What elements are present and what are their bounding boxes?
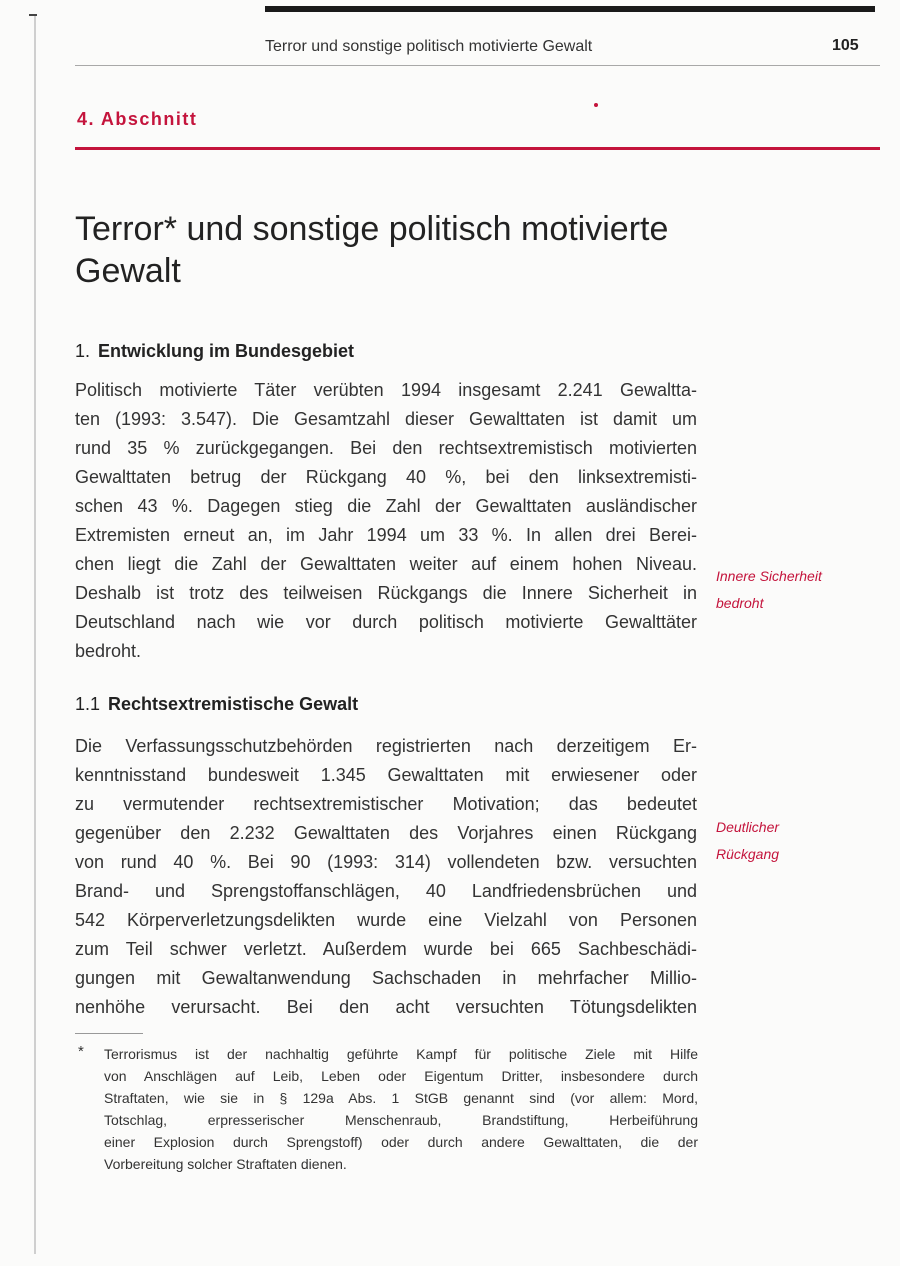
footnote-line: Terrorismus ist der nachhaltig geführte Kampf für politische Ziele mit Hilfe bbox=[104, 1046, 698, 1062]
text-line: bedroht. bbox=[75, 641, 142, 661]
text-line: gungen mit Gewaltanwendung Sachschaden in mehrfacher Millio- bbox=[75, 968, 697, 988]
text-line: Deutschland nach wie vor durch politisch motivierte Gewalttäter bbox=[75, 612, 697, 632]
decorative-dot bbox=[594, 103, 598, 107]
footnote-line: Straftaten, wie sie in § 129a Abs. 1 StGB genannt sind (vor allem: Mord, bbox=[104, 1090, 698, 1106]
text-line: Brand- und Sprengstoffanschlägen, 40 Landfriedensbrüchen und bbox=[75, 881, 697, 901]
footnote-line: einer Explosion durch Sprengstoff) oder durch andere Gewalttaten, die der bbox=[104, 1134, 698, 1150]
page-binding-edge bbox=[34, 14, 36, 1254]
chapter-title: Entwicklung im Bundesgebiet bbox=[98, 341, 355, 361]
text-line: kenntnisstand bundesweit 1.345 Gewalttaten mit erwiesener oder bbox=[75, 765, 697, 785]
text-line: zu vermutender rechtsextremistischer Motivation; das bedeutet bbox=[75, 794, 697, 814]
footnote-line: von Anschlägen auf Leib, Leben oder Eigentum Dritter, insbesondere durch bbox=[104, 1068, 698, 1084]
chapter-number: 1. bbox=[75, 341, 91, 361]
title-line: Gewalt bbox=[75, 252, 181, 290]
section-label: 4. Abschnitt bbox=[77, 109, 198, 129]
subchapter-number: 1.1 bbox=[75, 694, 101, 714]
chapter-paragraph bbox=[75, 376, 697, 666]
text-line: Die Verfassungsschutzbehörden registrierten nach derzeitigem Er- bbox=[75, 736, 697, 756]
text-line: gegenüber den 2.232 Gewalttaten des Vorjahres einen Rückgang bbox=[75, 823, 697, 843]
text-line: von rund 40 %. Bei 90 (1993: 314) vollendeten bzw. versuchten bbox=[75, 852, 697, 872]
running-header-title: Terror und sonstige politisch motivierte Gewalt bbox=[265, 38, 593, 55]
margin-note-line: Innere Sicherheit bbox=[716, 568, 822, 584]
margin-note bbox=[716, 814, 779, 868]
corner-tick bbox=[29, 14, 37, 16]
text-line: Politisch motivierte Täter verübten 1994 insgesamt 2.241 Gewaltta- bbox=[75, 380, 697, 400]
text-line: zum Teil schwer verletzt. Außerdem wurde bei 665 Sachbeschädi- bbox=[75, 939, 697, 959]
footnote-body bbox=[104, 1043, 698, 1175]
footnote-marker: * bbox=[78, 1043, 84, 1060]
text-line: Extremisten erneut an, im Jahr 1994 um 33 %. In allen drei Berei- bbox=[75, 525, 697, 545]
text-line: chen liegt die Zahl der Gewalttaten weiter auf einem hohen Niveau. bbox=[75, 554, 697, 574]
subchapter-title: Rechtsextremistische Gewalt bbox=[108, 694, 359, 714]
text-line: rund 35 % zurückgegangen. Bei den rechtsextremistisch motivierten bbox=[75, 438, 697, 458]
margin-note bbox=[716, 563, 822, 617]
top-black-rule bbox=[265, 6, 875, 12]
header-rule bbox=[75, 65, 880, 66]
chapter-heading bbox=[75, 341, 354, 362]
title-line: Terror* und sonstige politisch motivierte bbox=[75, 210, 669, 248]
margin-note-line: Rückgang bbox=[716, 846, 780, 862]
text-line: ten (1993: 3.547). Die Gesamtzahl dieser Gewalttaten ist damit um bbox=[75, 409, 697, 429]
subchapter-heading bbox=[75, 694, 358, 715]
footnote-rule bbox=[75, 1033, 143, 1034]
margin-note-line: bedroht bbox=[716, 595, 764, 611]
text-line: Deshalb ist trotz des teilweisen Rückgangs die Innere Sicherheit in bbox=[75, 583, 697, 603]
footnote-line: Vorbereitung solcher Straftaten dienen. bbox=[104, 1156, 347, 1172]
page-title bbox=[75, 208, 795, 292]
section-rule bbox=[75, 147, 880, 150]
text-line: nenhöhe verursacht. Bei den acht versuchten Tötungsdelikten bbox=[75, 997, 697, 1017]
text-line: 542 Körperverletzungsdelikten wurde eine Vielzahl von Personen bbox=[75, 910, 697, 930]
text-line: Gewalttaten betrug der Rückgang 40 %, bei den linksextremisti- bbox=[75, 467, 697, 487]
margin-note-line: Deutlicher bbox=[716, 819, 780, 835]
text-line: schen 43 %. Dagegen stieg die Zahl der Gewalttaten ausländischer bbox=[75, 496, 697, 516]
subchapter-paragraph bbox=[75, 732, 697, 1022]
page-number: 105 bbox=[832, 37, 859, 54]
footnote-line: Totschlag, erpresserischer Menschenraub, Brandstiftung, Herbeiführung bbox=[104, 1112, 698, 1128]
